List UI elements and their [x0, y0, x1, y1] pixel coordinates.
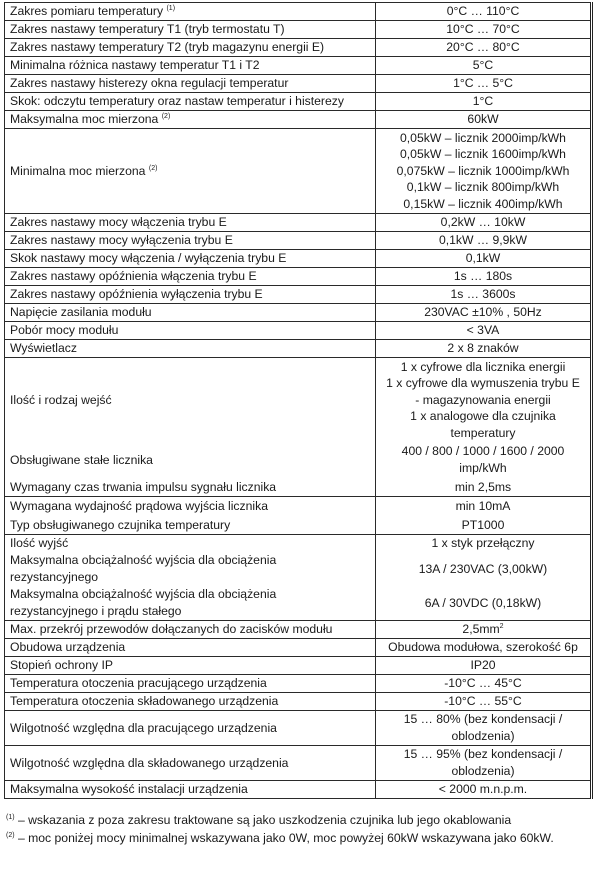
spec-value-list [376, 129, 592, 214]
spec-label: Zakres nastawy mocy wyłączenia trybu E [5, 232, 376, 250]
spec-label: Zakres nastawy temperatury T1 (tryb termostatu T) [5, 21, 376, 39]
spec-value [376, 621, 592, 639]
table-row [5, 214, 592, 232]
superscript: 2 [499, 623, 504, 631]
spec-value: 230VAC ±10% , 50Hz [376, 304, 592, 322]
inputs-label: Ilość i rodzaj wejść [10, 392, 112, 407]
table-row [5, 268, 592, 286]
spec-label [5, 111, 376, 129]
pulse-label: Wymagany czas trwania impulsu sygnału licznika [10, 479, 277, 494]
spec-value: 0,1kW [376, 250, 592, 268]
table-row-min-power [5, 129, 592, 214]
constants-values [381, 442, 585, 478]
spec-label-group [5, 535, 376, 621]
current-label: Wymagana wydajność prądowa wyjścia licznika [10, 499, 268, 514]
table-row [5, 250, 592, 268]
spec-label: Zakres nastawy mocy włączenia trybu E [5, 214, 376, 232]
table-row-outputs-group [5, 535, 592, 621]
label-text: Zakres pomiaru temperatury [10, 4, 164, 19]
current-value: min 10mA [455, 499, 511, 514]
value-line: 1 x cyfrowe dla licznika energii [400, 359, 566, 374]
spec-value: 60kW [376, 111, 592, 129]
value-line: 0,075kW – licznik 1000imp/kWh [396, 163, 570, 178]
table-row-meter-group [5, 497, 592, 535]
spec-value-group [376, 358, 592, 497]
spec-label: Zakres nastawy opóźnienia włączenia trybu E [5, 268, 376, 286]
table-row-inputs-group [5, 358, 592, 497]
spec-label: Wyświetlacz [5, 340, 376, 358]
table-row [5, 57, 592, 75]
value-line: temperatury [450, 425, 516, 440]
table-row [5, 75, 592, 93]
footnote-ref: (2) [148, 164, 158, 172]
spec-label [5, 129, 376, 214]
spec-value: Obudowa modułowa, szerokość 6p [376, 639, 592, 657]
table-row [5, 675, 592, 693]
spec-label: Skok nastawy mocy włączenia / wyłączenia trybu E [5, 250, 376, 268]
spec-label: Temperatura otoczenia składowanego urządzenia [5, 693, 376, 711]
spec-value: 1°C [376, 93, 592, 111]
spec-label: Minimalna różnica nastawy temperatur T1 i T2 [5, 57, 376, 75]
spec-value-group [376, 497, 592, 535]
outputs-count-label: Ilość wyjść [10, 536, 69, 550]
value-line: 1 x cyfrowe dla wymuszenia trybu E [386, 376, 580, 391]
spec-value: 2 x 8 znaków [376, 340, 592, 358]
spec-value: 5°C [376, 57, 592, 75]
spec-label: Temperatura otoczenia pracującego urządzenia [5, 675, 376, 693]
value-line: 400 / 800 / 1000 / 1600 / 2000 [401, 444, 565, 459]
table-row [5, 39, 592, 57]
spec-label [5, 3, 376, 21]
dc-value: 6A / 30VDC (0,18kW) [424, 596, 542, 610]
spec-value [376, 746, 592, 781]
spec-value: 1s … 3600s [376, 286, 592, 304]
table-row [5, 639, 592, 657]
sensor-label: Typ obsługiwanego czujnika temperatury [10, 517, 231, 532]
table-row [5, 304, 592, 322]
resistive-value: 13A / 230VAC (3,00kW) [418, 562, 548, 576]
table-row [5, 781, 592, 799]
inputs-values [381, 358, 585, 442]
table-row [5, 93, 592, 111]
spec-label: Zakres nastawy temperatury T2 (tryb magazynu energii E) [5, 39, 376, 57]
spec-value: 1s … 180s [376, 268, 592, 286]
footnote-ref: (1) [166, 5, 176, 13]
dc-label-line: rezystancyjnego i prądu stałego [10, 604, 182, 618]
footnote-text: – wskazania z poza zakresu traktowane są jako uszkodzenia czujnika lub jego okablowania [14, 813, 512, 827]
value-line: 0,05kW – licznik 1600imp/kWh [400, 147, 566, 162]
table-row [5, 693, 592, 711]
table-row [5, 657, 592, 675]
spec-value: 10°C … 70°C [376, 21, 592, 39]
spec-label: Zakres nastawy opóźnienia wyłączenia trybu E [5, 286, 376, 304]
footnote-mark: (1) [6, 814, 15, 821]
spec-label: Stopień ochrony IP [5, 657, 376, 675]
dc-label-line: Maksymalna obciążalność wyjścia dla obciążenia [10, 587, 277, 601]
table-row [5, 711, 592, 746]
table-row [5, 286, 592, 304]
spec-value: IP20 [376, 657, 592, 675]
spec-label: Maksymalna wysokość instalacji urządzenia [5, 781, 376, 799]
footnotes [6, 812, 592, 847]
table-row [5, 111, 592, 129]
pulse-value: min 2,5ms [454, 480, 512, 494]
spec-label: Pobór mocy modułu [5, 322, 376, 340]
footnote-mark: (2) [6, 831, 15, 839]
value-line: - magazynowania energii [415, 392, 551, 407]
spec-label-group [5, 358, 376, 497]
table-row [5, 3, 592, 21]
table-row [5, 21, 592, 39]
spec-label: Max. przekrój przewodów dołączanych do zacisków modułu [5, 621, 376, 639]
spec-label-group [5, 497, 376, 535]
sensor-value: PT1000 [461, 517, 505, 532]
value-line: imp/kWh [459, 461, 507, 475]
spec-label: Obudowa urządzenia [5, 639, 376, 657]
table-row [5, 746, 592, 781]
value-line: oblodzenia) [451, 764, 515, 778]
label-text: Maksymalna moc mierzona [10, 112, 159, 127]
footnote-text: – moc poniżej mocy minimalnej wskazywana jako 0W, moc powyżej 60kW wskazywana jako 60kW. [14, 830, 554, 845]
outputs-count-value: 1 x styk przełączny [431, 536, 535, 550]
footnote-ref: (2) [161, 113, 171, 121]
spec-value: -10°C … 45°C [376, 675, 592, 693]
spec-value [376, 711, 592, 746]
spec-value: 20°C … 80°C [376, 39, 592, 57]
spec-value: -10°C … 55°C [376, 693, 592, 711]
specification-table [4, 2, 593, 799]
table-row [5, 621, 592, 639]
footnote-2 [6, 830, 592, 848]
value-text: 2,5mm [462, 622, 500, 637]
spec-value: < 2000 m.n.p.m. [376, 781, 592, 799]
value-line: 1 x analogowe dla czujnika [410, 409, 556, 424]
value-line: 0,15kW – licznik 400imp/kWh [403, 196, 563, 211]
value-line: 0,05kW – licznik 2000imp/kWh [400, 130, 566, 145]
resistive-label-line: rezystancyjnego [10, 570, 99, 584]
footnote-1 [6, 812, 592, 830]
value-line: 0,1kW – licznik 800imp/kWh [406, 180, 560, 195]
label-text: Minimalna moc mierzona [10, 163, 146, 178]
spec-label: Wilgotność względna dla składowanego urządzenia [5, 746, 376, 781]
value-line: oblodzenia) [451, 729, 515, 743]
table-row [5, 340, 592, 358]
table-row [5, 322, 592, 340]
spec-value: 1°C … 5°C [376, 75, 592, 93]
spec-label: Napięcie zasilania modułu [5, 304, 376, 322]
spec-label: Wilgotność względna dla pracującego urządzenia [5, 711, 376, 746]
resistive-label-line: Maksymalna obciążalność wyjścia dla obciążenia [10, 553, 277, 567]
spec-label: Skok: odczytu temperatury oraz nastaw temperatur i histerezy [5, 93, 376, 111]
constants-label: Obsługiwane stałe licznika [10, 452, 153, 467]
table-row [5, 232, 592, 250]
spec-label: Zakres nastawy histerezy okna regulacji temperatur [5, 75, 376, 93]
spec-value: < 3VA [376, 322, 592, 340]
value-line: 15 … 80% (bez kondensacji / [403, 712, 563, 727]
spec-value: 0°C … 110°C [376, 3, 592, 21]
value-line: 15 … 95% (bez kondensacji / [403, 747, 563, 762]
spec-value: 0,1kW … 9,9kW [376, 232, 592, 250]
spec-value-group [376, 535, 592, 621]
spec-value: 0,2kW … 10kW [376, 214, 592, 232]
